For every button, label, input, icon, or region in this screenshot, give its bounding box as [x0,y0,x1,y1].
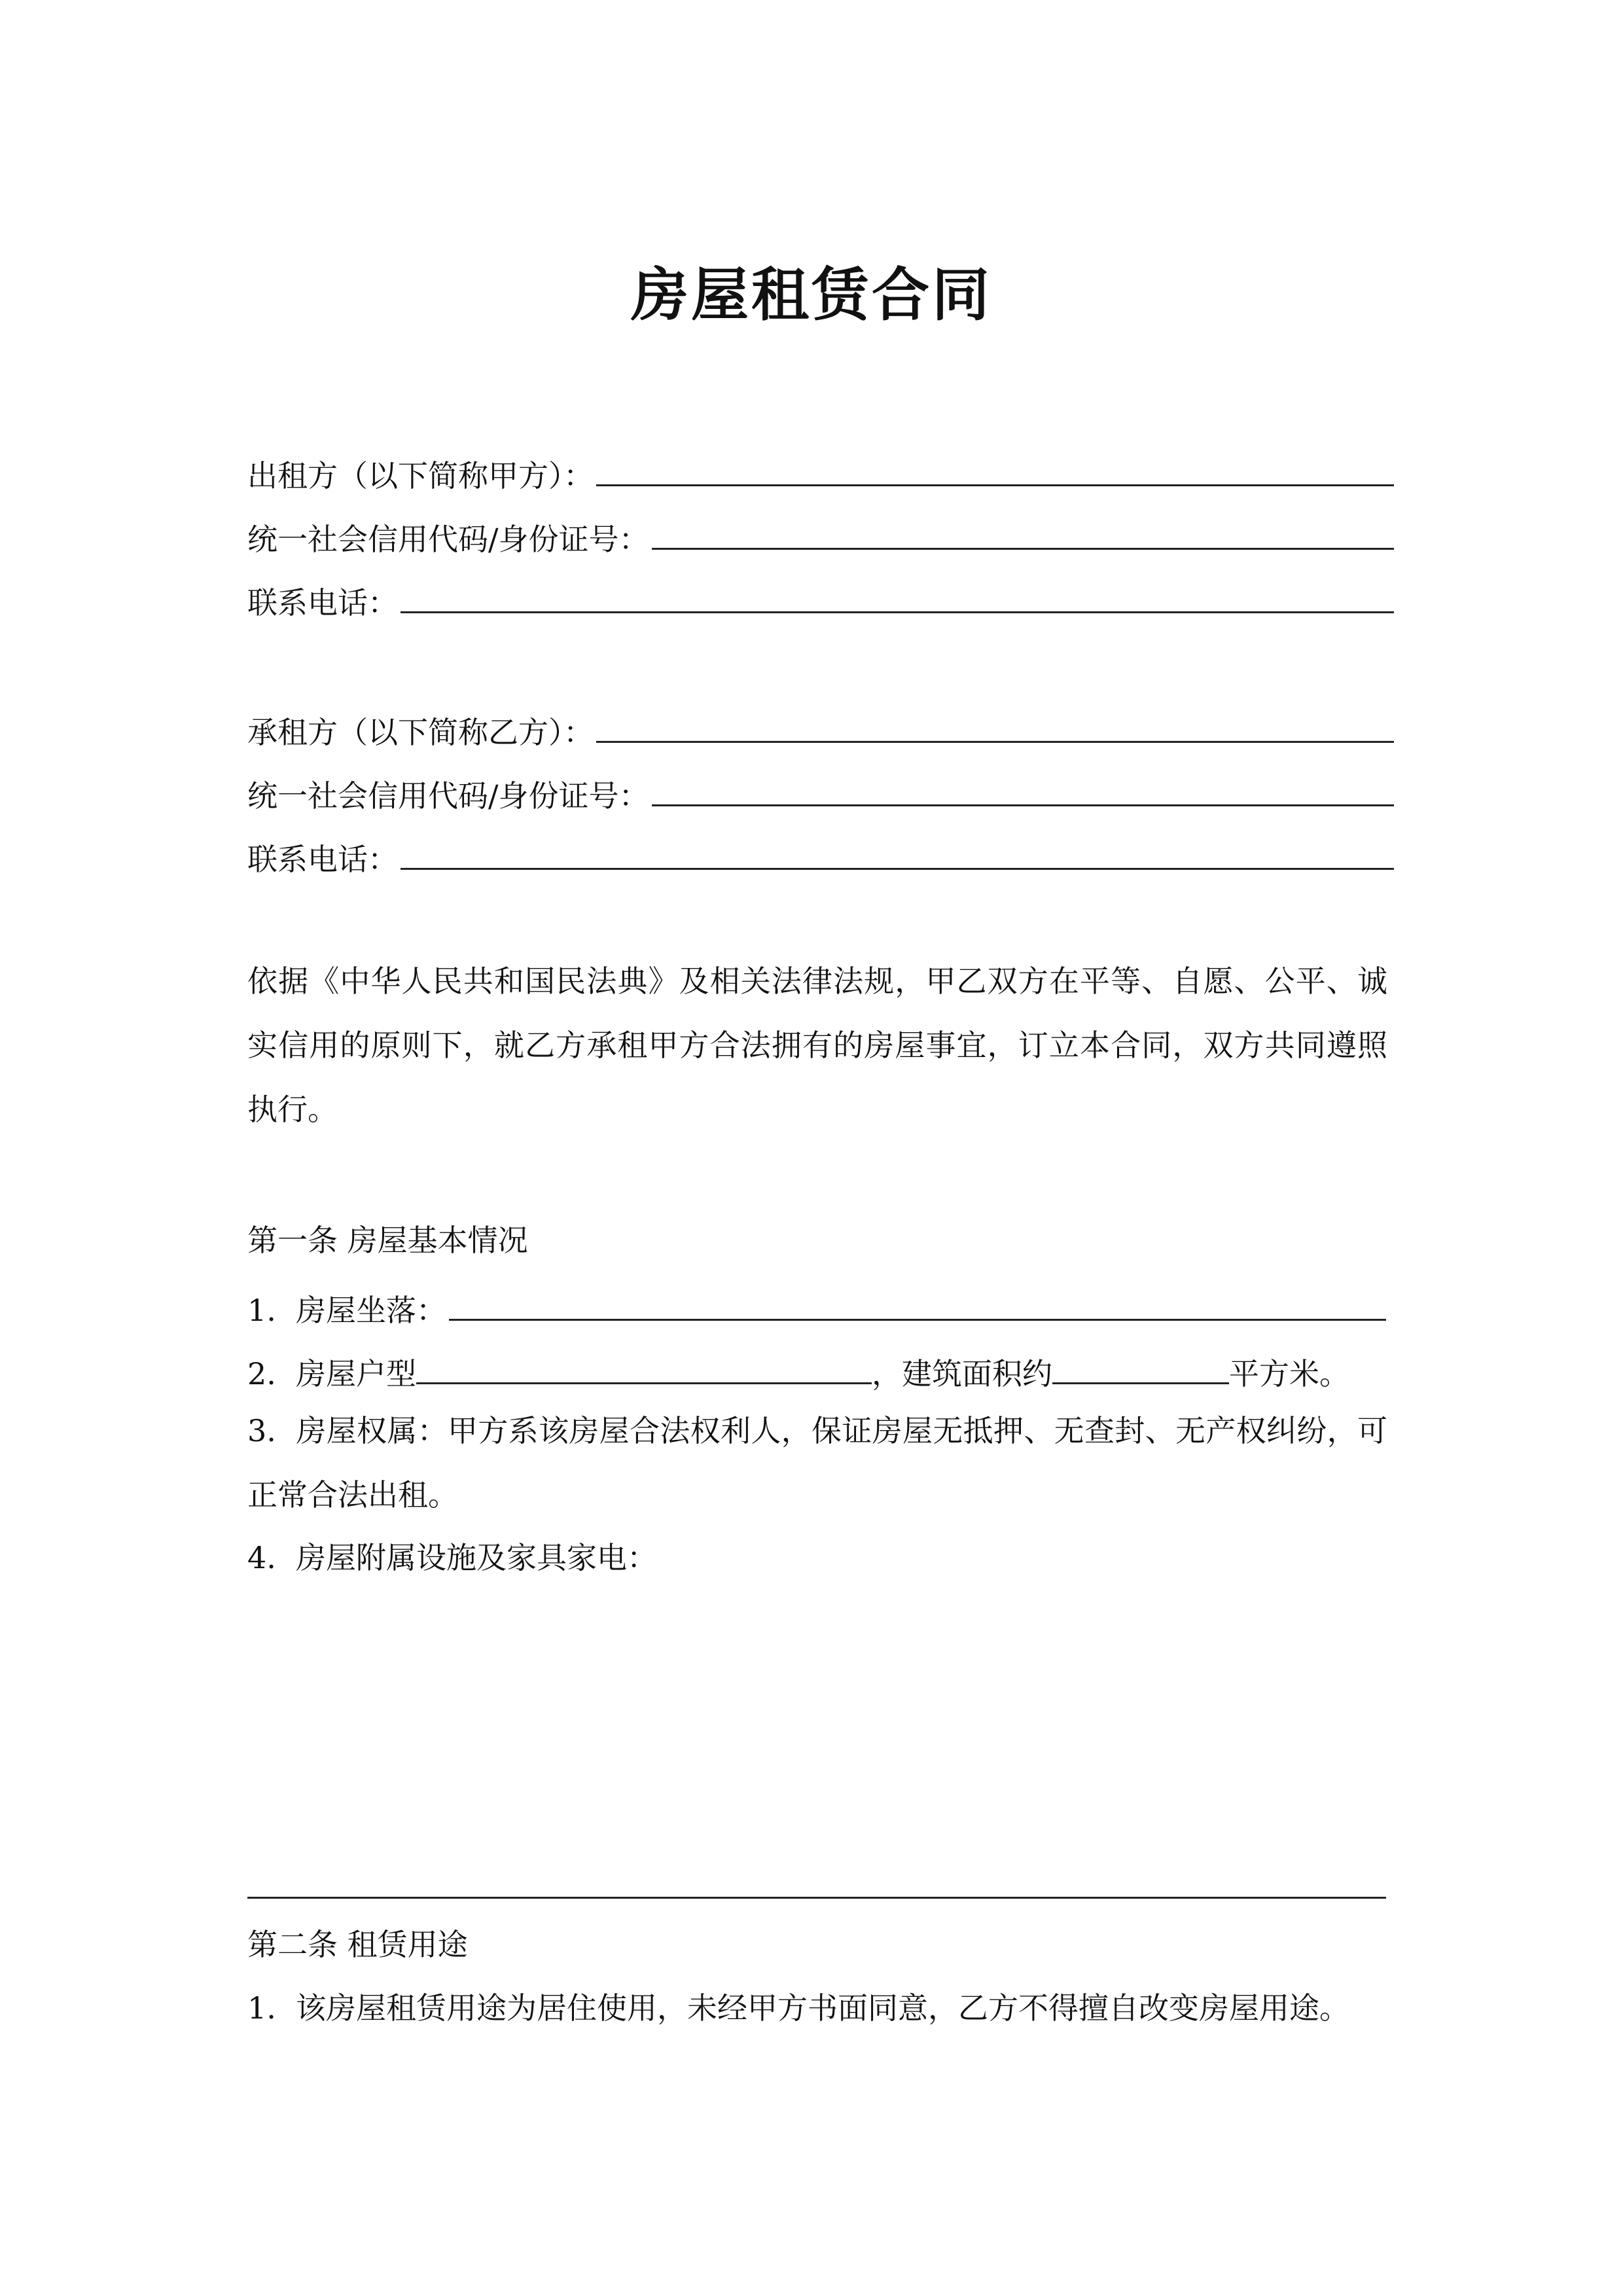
lessee-name-row [247,694,1394,759]
article1-item2-label: 房屋户型 [296,1356,416,1391]
lessee-phone-label: 联系电话： [247,842,398,877]
article2-item1 [247,1976,1387,2040]
lessee-phone-row [247,821,1394,886]
lessee-name-label: 承租方（以下简称乙方）： [247,715,594,750]
article1-item1-label: 房屋坐落： [296,1293,446,1328]
lessor-id-label: 统一社会信用代码/身份证号： [247,522,649,557]
article1-item1 [247,1272,1386,1337]
article1-heading: 第一条 房屋基本情况 [247,1223,528,1258]
article2-item1-number: 1. [247,1990,276,2026]
lessor-name-label: 出租方（以下简称甲方）： [247,458,594,493]
lessee-name-field[interactable] [596,694,1394,743]
lessor-name-row [247,437,1394,503]
article1-item2-unit: 平方米。 [1229,1356,1349,1391]
lessee-id-label: 统一社会信用代码/身份证号： [247,778,649,814]
lessee-id-row [247,757,1394,823]
article1-item3-text: 房屋权属：甲方系该房屋合法权利人，保证房屋无抵押、无查封、无产权纠纷，可正常合法出租。 [247,1413,1387,1513]
lessor-id-row [247,501,1394,566]
article2-heading: 第二条 租赁用途 [247,1927,468,1962]
article2-item1-text: 该房屋租赁用途为居住使用，未经甲方书面同意，乙方不得擅自改变房屋用途。 [296,1990,1349,2026]
lessor-phone-row [247,564,1394,630]
article1-item2-area-label: ，建筑面积约 [872,1356,1052,1391]
article1-item4 [247,1526,1387,1590]
article1-item3-number: 3. [247,1413,276,1448]
article1-item1-number: 1. [247,1293,276,1328]
lessor-name-field[interactable] [596,437,1394,486]
article1-item2-number: 2. [247,1356,276,1391]
floor-area-field[interactable] [1052,1335,1229,1384]
lessor-phone-field[interactable] [401,564,1394,613]
lessor-phone-label: 联系电话： [247,585,398,620]
property-location-field[interactable] [449,1272,1386,1321]
lessee-id-field[interactable] [652,757,1395,806]
article1-item2 [247,1335,1386,1401]
lessee-phone-field[interactable] [401,821,1394,870]
preamble-paragraph: 依据《中华人民共和国民法典》及相关法律法规，甲乙双方在平等、自愿、公平、诚实信用的原则下，就乙方承租甲方合法拥有的房屋事宜，订立本合同，双方共同遵照执行。 [247,963,1387,1127]
article1-item4-text: 房屋附属设施及家具家电： [296,1540,657,1575]
lessor-id-field[interactable] [652,501,1395,550]
house-type-field[interactable] [416,1335,872,1384]
facilities-divider [247,1897,1386,1899]
contract-title: 房屋租赁合同 [630,260,992,329]
article1-item4-number: 4. [247,1540,276,1575]
article1-item3 [247,1399,1387,1527]
